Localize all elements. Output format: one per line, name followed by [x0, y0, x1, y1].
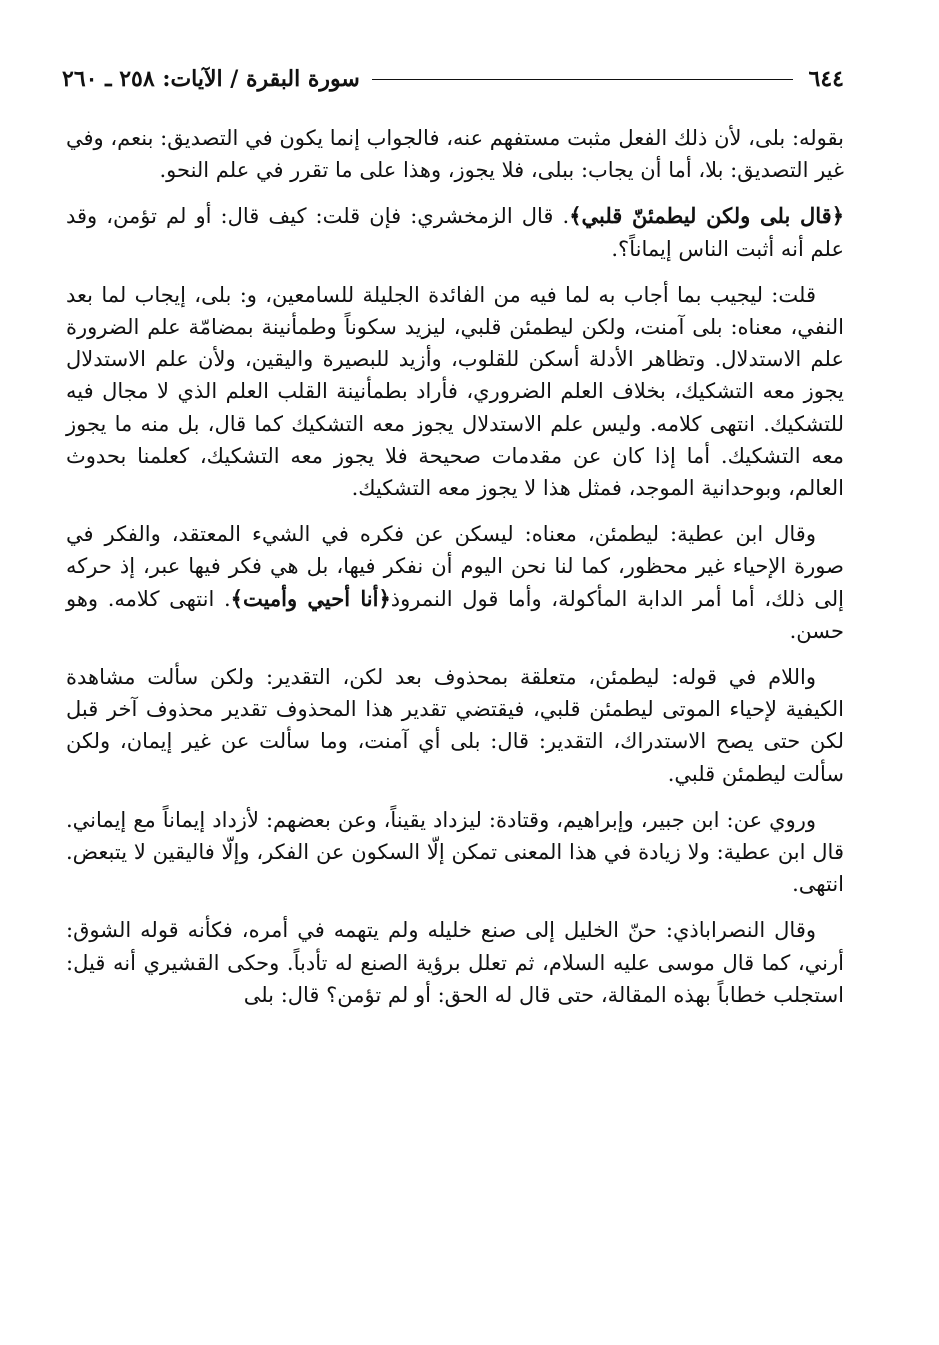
page-header	[62, 62, 844, 96]
quran-verse: ﴿قال بلى ولكن ليطمئنّ قلبي﴾	[569, 203, 844, 229]
quran-verse: ﴿أنا أحيي وأميت﴾	[230, 585, 391, 611]
paragraph-text: قلت: ليجيب بما أجاب به لما فيه من الفائدة الجليلة للسامعين، و: بلى، إيجاب لما بعد النفي، معناه: بلى آمنت، ولكن ليطمئن قلبي، ليزيد سكوناً وطمأنينة بمضامّة علم الضرورة علم الاستدلال. وتظاهر الأدلة أسكن للقلوب، وأزيد للبصيرة واليقين، ولأن علم الاستدلال يجوز معه التشكيك، بخلاف العلم الضروري، فأراد بطمأنينة القلب العلم الذي لا مجال فيه للتشكيك. انتهى كلامه. وليس علم الاستدلال يجوز معه التشكيك كما قال، بل منه ما يجوز معه التشكيك. أما إذا كان عن مقدمات صحيحة فلا يجوز معه التشكيك، كعلمنا بحدوث العالم، وبوحدانية الموجد، فمثل هذا لا يجوز معه التشكيك.	[66, 282, 844, 501]
page-body	[66, 122, 844, 1025]
header-rule	[372, 79, 793, 80]
paragraph-text: بقوله: بلى، لأن ذلك الفعل مثبت مستفهم عنه، فالجواب إنما يكون في التصديق: بنعم، وفي غير التصديق: بلا، أما أن يجاب: ببلى، فلا يجوز، وهذا على ما تقرر في علم النحو.	[66, 126, 844, 183]
paragraph	[66, 914, 844, 1011]
paragraph	[66, 518, 844, 647]
paragraph-text: . قال الزمخشري: فإن قلت: كيف قال: أو لم تؤمن، وقد علم أنه أثبت الناس إيماناً؟.	[66, 204, 844, 261]
paragraph	[66, 661, 844, 790]
paragraph	[66, 804, 844, 901]
paragraph	[66, 122, 844, 186]
paragraph-text: وقال النصراباذي: حنّ الخليل إلى صنع خليله ولم يتهمه في أمره، فكأنه قوله الشوق: أرني، كما قال موسى عليه السلام، ثم تعلل برؤية الصنع له تأدباً. وحكى القشيري أنه قيل: استجلب خطاباً بهذه المقالة، حتى قال له الحق: أو لم تؤمن؟ قال: بلى	[66, 918, 844, 1007]
paragraph	[66, 279, 844, 504]
paragraph-text: . انتهى كلامه. وهو حسن.	[66, 586, 844, 643]
paragraph	[66, 200, 844, 264]
paragraph-text: وروي عن: ابن جبير، وإبراهيم، وقتادة: ليزداد يقيناً، وعن بعضهم: لأزداد إيماناً مع إيماني. قال ابن عطية: ولا زيادة في هذا المعنى تمكن إلّا السكون عن الفكر، وإلّا فاليقين لا يتبعض. انتهى.	[66, 807, 844, 897]
paragraph-text: واللام في قوله: ليطمئن، متعلقة بمحذوف بعد لكن، التقدير: ولكن سألت مشاهدة الكيفية لإحياء الموتى ليطمئن قلبي، فيقتضي تقدير هذا المحذوف تقدير محذوف آخر قبل لكن حتى يصح الاستدراك، التقدير: قال: بلى أي آمنت، وما سألت عن غير إيمان، ولكن سألت ليطمئن قلبي.	[66, 665, 844, 786]
page-number: ٦٤٤	[808, 66, 844, 92]
surah-title: سورة البقرة / الآيات: ٢٥٨ ـ ٢٦٠	[62, 66, 360, 92]
paragraph-text: وقال ابن عطية: ليطمئن، معناه: ليسكن عن فكره في الشيء المعتقد، والفكر في صورة الإحياء غير محظور، كما لنا نحن اليوم أن نفكر فيها، بل هي فكر فيها عبر، إذ حركه إلى ذلك، أما أمر الدابة المأكولة، وأما قول النمروذ	[66, 522, 844, 611]
